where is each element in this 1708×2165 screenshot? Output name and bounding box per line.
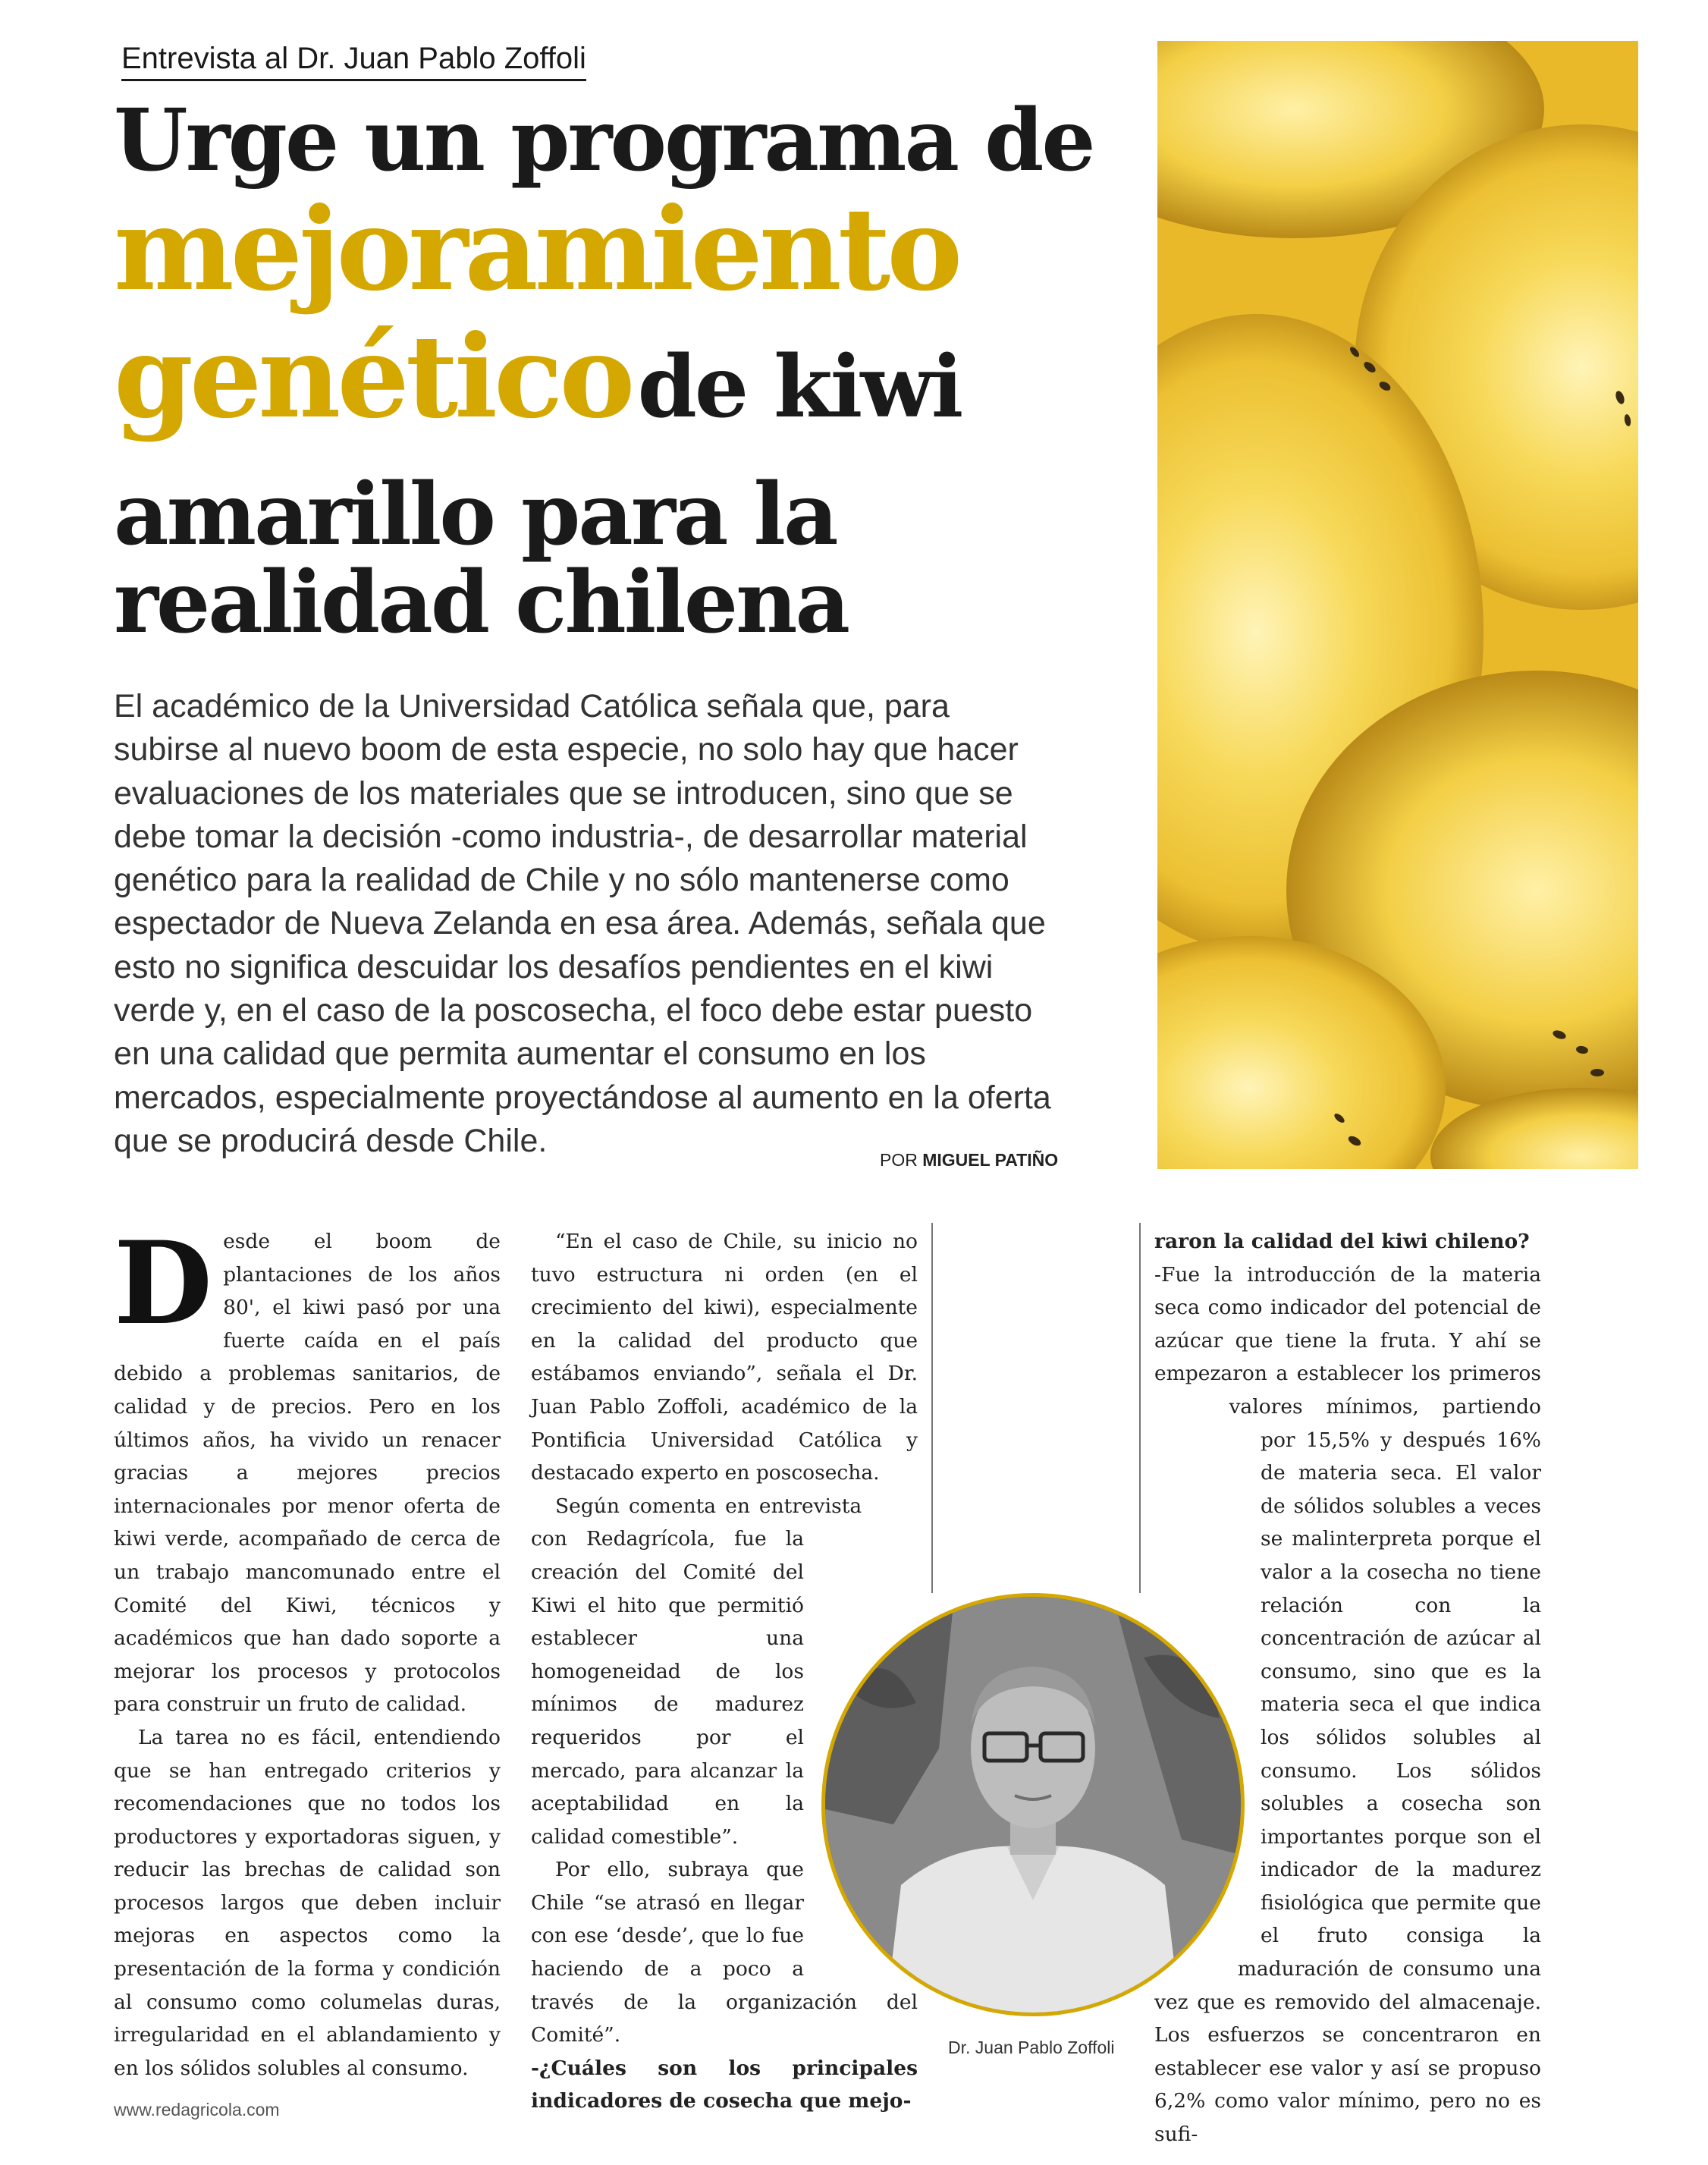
column-rule-1 (931, 1223, 933, 1593)
col2-paragraph-3: Por ello, subraya que Chile “se atrasó en llegar con ese ‘desde’, que lo fue haciendo de a poco a través de la organización del Comité”. (531, 1858, 918, 2047)
byline-author: MIGUEL PATIÑO (922, 1150, 1059, 1170)
headline-line-2: mejoramiento (114, 183, 959, 316)
headline (114, 91, 1145, 652)
headline-de-kiwi: de kiwi (637, 338, 962, 437)
drop-cap: D (114, 1217, 213, 1350)
byline-prefix: POR (880, 1150, 918, 1170)
article-column-2 (531, 1225, 918, 2118)
kiwi-hero-image (1157, 41, 1638, 1169)
column-rule-2 (1139, 1223, 1141, 1593)
article-column-1 (114, 1217, 501, 2085)
col3-question: raron la calidad del kiwi chileno? (1154, 1230, 1530, 1253)
photo-caption: Dr. Juan Pablo Zoffoli (948, 2038, 1115, 2057)
col3-paragraph-1: -Fue la introducción de la materia seca como indicador del potencial de azúcar que tiene la fruta. Y ahí se empezaron a establecer los primeros valores mínimos, partiendo por 15,5% y después 16% de materia seca. El valor de sólidos solubles a veces se malinterpreta porque el valor a la cosecha no tiene relación con la concentración de azúcar al consumo, sino que es la materia seca el que indica los sólidos solubles al consumo. Los sólidos solubles a cosecha son importantes porque son el indicador de la madurez fisiológica que permite que el fruto consiga la maduración de consumo una vez que es removido del almacenaje. Los esfuerzos se concentraron en establecer ese valor y así se propuso 6,2% como valor mínimo, pero no es sufi- (1154, 1262, 1541, 2147)
headline-genetico: genético (114, 310, 632, 444)
col1-paragraph-1: esde el boom de plantaciones de los años 80', el kiwi pasó por una fuerte caída en el país debido a problemas sanitarios, de calidad y de precios. Pero en los últimos años, ha vivido un renacer gracias a mejores precios internacionales por menor oferta de kiwi verde, acompañado de cerca de un trabajo mancomunado entre el Comité del Kiwi, técnicos y académicos que han dado soporte a mejorar los procesos y protocolos para construir un fruto de calidad. (114, 1230, 501, 1717)
col2-paragraph-1: “En el caso de Chile, su inicio no tuvo estructura ni orden (en el crecimiento del kiwi), especialmente en la calidad del producto que estábamos enviando”, señala el Dr. Juan Pablo Zoffoli, académico de la Pontificia Universidad Católica y destacado experto en poscosecha. (531, 1230, 918, 1485)
kicker: Entrevista al Dr. Juan Pablo Zoffoli (121, 39, 586, 81)
article-column-3 (1154, 1225, 1541, 2151)
byline (880, 1150, 1058, 1170)
headline-line-4: amarillo para la (114, 465, 837, 564)
headline-line-1: Urge un programa de (114, 91, 1094, 190)
headline-line-3 (114, 310, 1145, 471)
headline-line-5: realidad chilena (114, 553, 849, 652)
portrait-illustration (825, 1597, 1241, 2013)
col2-paragraph-2: Según comenta en entrevista con Redagrícola, fue la creación del Comité del Kiwi el hito que permitió establecer una homogeneidad de los mínimos de madurez requeridos por el mercado, para alcanzar la aceptabilidad en la calidad comestible”. (531, 1494, 862, 1849)
col1-paragraph-2: La tarea no es fácil, entendiendo que se han entregado criterios y recomendaciones que no todos los productores y exportadoras siguen, y reducir las brechas de calidad son procesos largos que deben incluir mejoras en aspectos como la presentación de la forma y condición al consumo como columelas duras, irregularidad en el ablandamiento y en los sólidos solubles al consumo. (114, 1725, 501, 2080)
portrait-photo (821, 1593, 1245, 2016)
col2-question: -¿Cuáles son los principales indicadores de cosecha que mejo- (531, 2056, 918, 2113)
lead-paragraph: El académico de la Universidad Católica señala que, para subirse al nuevo boom de esta especie, no solo hay que hacer evaluaciones de los materiales que se introducen, sino que se debe tomar la decisión -como industria-, de desarrollar material genético para la realidad de Chile y no sólo mantenerse como espectador de Nueva Zelanda en esa área. Además, señala que esto no significa descuidar los desafíos pendientes en el kiwi verde y, en el caso de la poscosecha, el foco debe estar puesto en una calidad que permita aumentar el consumo en los mercados, especialmente proyectándose al aumento en la oferta que se producirá desde Chile. (114, 688, 1051, 1159)
footer-url: www.redagricola.com (114, 2100, 280, 2119)
kiwi-slices-illustration (1157, 41, 1638, 1169)
